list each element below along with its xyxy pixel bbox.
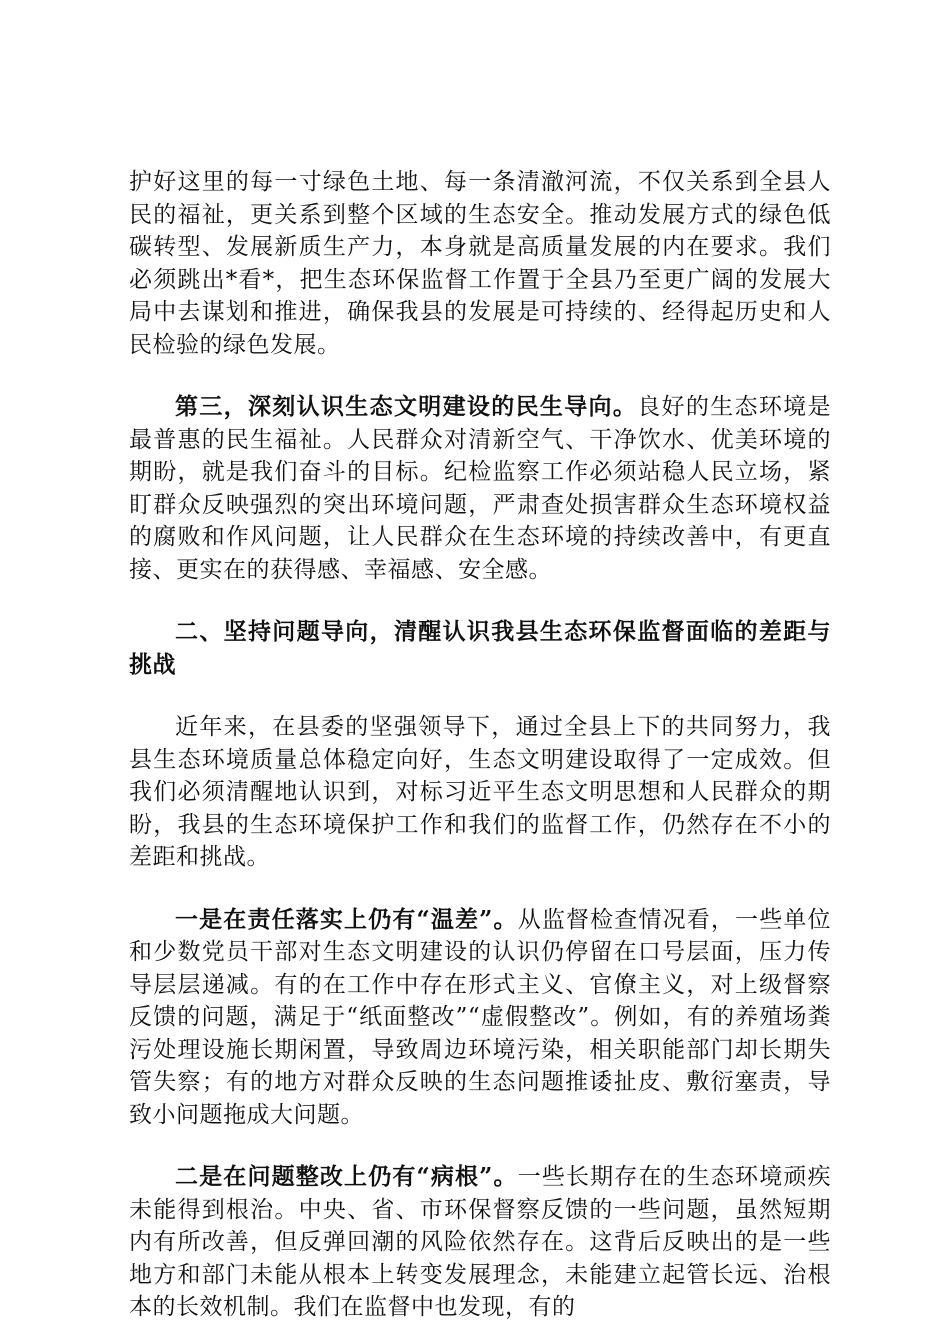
paragraph-green-development <box>129 166 831 361</box>
heading-text: 二、坚持问题导向，清醒认识我县生态环保监督面临的差距与挑战 <box>129 618 831 678</box>
paragraph-overview <box>129 711 831 874</box>
paragraph-text: 护好这里的每一寸绿色土地、每一条清澈河流，不仅关系到全县人民的福祉，更关系到整个区域的生态安全。推动发展方式的绿色低碳转型、发展新质生产力，本身就是高质量发展的内在要求。我们必须跳出*看*，把生态环保监督工作置于全县乃至更广阔的发展大局中去谋划和推进，确保我县的发展是可持续的、经得起历史和人民检验的绿色发展。 <box>129 169 831 358</box>
paragraph-lead-bold: 第三，深刻认识生态文明建设的民生导向。 <box>175 393 638 420</box>
paragraph-livelihood <box>129 391 831 586</box>
document-page <box>129 166 831 1324</box>
paragraph-rectification <box>129 1161 831 1324</box>
paragraph-text: 一些长期存在的生态环境顽疾未能得到根治。中央、省、市环保督察反馈的一些问题，虽然短期内有所改善，但反弹回潮的风险依然存在。这背后反映出的是一些地方和部门未能从根本上转变发展理念，未能建立起管长远、治根本的长效机制。我们在监督中也发现，有的 <box>129 1164 831 1320</box>
paragraph-lead-bold: 二是在问题整改上仍有“病根”。 <box>175 1163 518 1190</box>
section-heading-2 <box>129 616 831 681</box>
paragraph-text: 良好的生态环境是最普惠的民生福祉。人民群众对清新空气、干净饮水、优美环境的期盼，就是我们奋斗的目标。纪检监察工作必须站稳人民立场，紧盯群众反映强烈的突出环境问题，严肃查处损害群众生态环境权益的腐败和作风问题，让人民群众在生态环境的持续改善中，有更直接、更实在的获得感、幸福感、安全感。 <box>129 394 832 583</box>
paragraph-text: 从监督检查情况看，一些单位和少数党员干部对生态文明建设的认识仍停留在口号层面，压力传导层层递减。有的在工作中存在形式主义、官僚主义，对上级督察反馈的问题，满足于“纸面整改”“虚假整改”。例如，有的养殖场粪污处理设施长期闲置，导致周边环境污染，相关职能部门却长期失管失察；有的地方对群众反映的生态问题推诿扯皮、敷衍塞责，导致小问题拖成大问题。 <box>129 906 831 1128</box>
paragraph-responsibility <box>129 904 831 1132</box>
paragraph-lead-bold: 一是在责任落实上仍有“温差”。 <box>175 905 518 933</box>
paragraph-text: 近年来，在县委的坚强领导下，通过全县上下的共同努力，我县生态环境质量总体稳定向好，生态文明建设取得了一定成效。但我们必须清醒地认识到，对标习近平生态文明思想和人民群众的期盼，我县的生态环境保护工作和我们的监督工作，仍然存在不小的差距和挑战。 <box>129 714 831 870</box>
